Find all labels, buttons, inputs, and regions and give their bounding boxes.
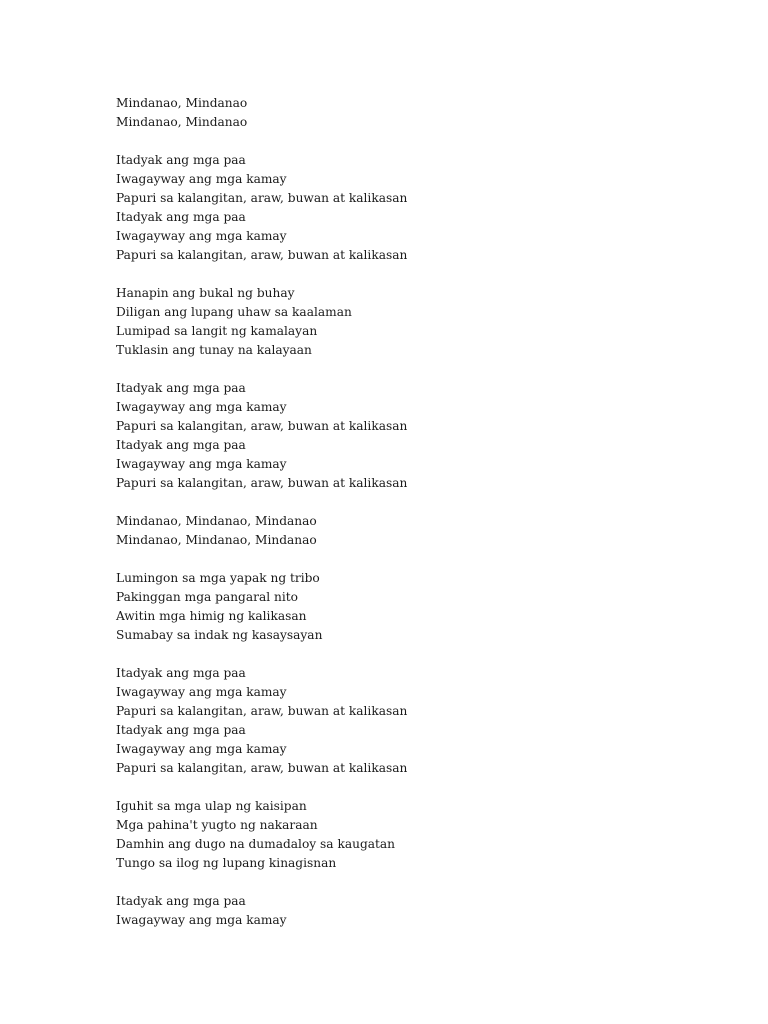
stanza: [116, 664, 716, 778]
lyric-line: Iwagayway ang mga kamay: [116, 913, 287, 927]
lyric-line: Mindanao, Mindanao: [116, 115, 248, 129]
lyric-line: Diligan ang lupang uhaw sa kaalaman: [116, 305, 352, 319]
lyric-line: Iwagayway ang mga kamay: [116, 172, 287, 186]
stanza: [116, 151, 716, 265]
lyric-line: Lumingon sa mga yapak ng tribo: [116, 571, 320, 585]
lyric-line: Itadyak ang mga paa: [116, 210, 246, 224]
lyric-line: Hanapin ang bukal ng buhay: [116, 286, 295, 300]
lyric-line: Papuri sa kalangitan, araw, buwan at kalikasan: [116, 419, 408, 433]
lyric-line: Mindanao, Mindanao, Mindanao: [116, 533, 317, 547]
lyric-line: Papuri sa kalangitan, araw, buwan at kalikasan: [116, 761, 408, 775]
lyric-line: Papuri sa kalangitan, araw, buwan at kalikasan: [116, 248, 408, 262]
lyric-line: Itadyak ang mga paa: [116, 381, 246, 395]
stanza: [116, 284, 716, 360]
lyric-line: Papuri sa kalangitan, araw, buwan at kalikasan: [116, 704, 408, 718]
stanza: [116, 892, 716, 930]
lyric-line: Mindanao, Mindanao: [116, 96, 248, 110]
lyric-line: Iwagayway ang mga kamay: [116, 229, 287, 243]
lyric-line: Tuklasin ang tunay na kalayaan: [116, 343, 312, 357]
lyric-line: Awitin mga himig ng kalikasan: [116, 609, 307, 623]
lyric-line: Lumipad sa langit ng kamalayan: [116, 324, 318, 338]
lyric-line: Iwagayway ang mga kamay: [116, 457, 287, 471]
lyric-line: Iwagayway ang mga kamay: [116, 400, 287, 414]
stanza: [116, 569, 716, 645]
lyric-line: Papuri sa kalangitan, araw, buwan at kalikasan: [116, 191, 408, 205]
stanza: [116, 94, 716, 132]
lyric-line: Sumabay sa indak ng kasaysayan: [116, 628, 323, 642]
stanza: [116, 797, 716, 873]
lyric-line: Tungo sa ilog ng lupang kinagisnan: [116, 856, 337, 870]
stanza: [116, 379, 716, 493]
lyric-line: Papuri sa kalangitan, araw, buwan at kalikasan: [116, 476, 408, 490]
lyric-line: Iwagayway ang mga kamay: [116, 742, 287, 756]
lyric-line: Itadyak ang mga paa: [116, 438, 246, 452]
lyric-line: Itadyak ang mga paa: [116, 723, 246, 737]
lyric-line: Itadyak ang mga paa: [116, 153, 246, 167]
lyric-line: Mga pahina't yugto ng nakaraan: [116, 818, 318, 832]
lyric-line: Iwagayway ang mga kamay: [116, 685, 287, 699]
lyric-line: Mindanao, Mindanao, Mindanao: [116, 514, 317, 528]
lyric-line: Iguhit sa mga ulap ng kaisipan: [116, 799, 307, 813]
stanza: [116, 512, 716, 550]
lyric-line: Itadyak ang mga paa: [116, 666, 246, 680]
lyric-line: Pakinggan mga pangaral nito: [116, 590, 298, 604]
lyric-line: Damhin ang dugo na dumadaloy sa kaugatan: [116, 837, 396, 851]
lyric-line: Itadyak ang mga paa: [116, 894, 246, 908]
lyrics-body: [116, 94, 716, 949]
